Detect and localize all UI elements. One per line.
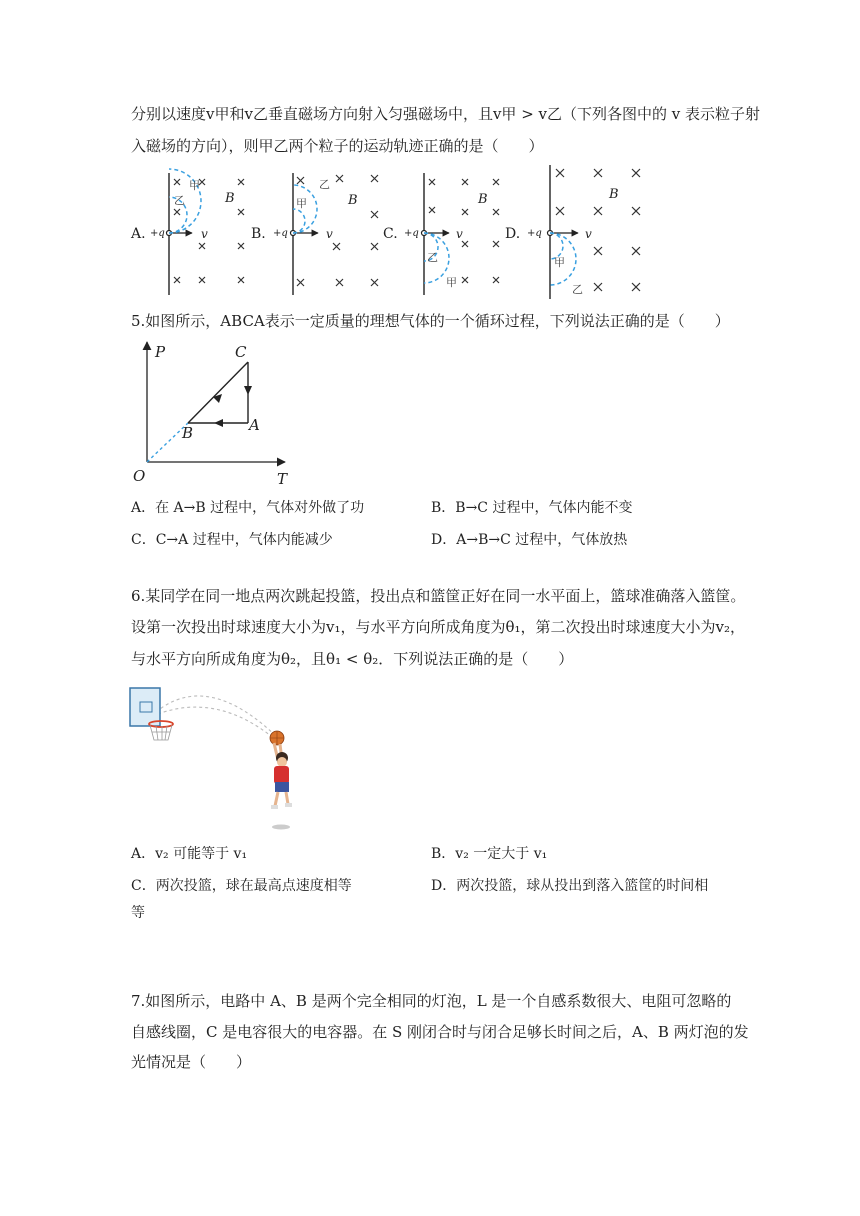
q4-c-lower: 甲 — [446, 276, 457, 289]
q4-c-charge: +q — [404, 228, 419, 239]
trajectory-low — [158, 707, 276, 740]
q5-option-c: C．C→A 过程中，气体内能减少 — [131, 532, 333, 548]
q4-b-lower: 甲 — [296, 197, 307, 210]
q4-option-a-label: A. — [131, 226, 146, 242]
q5-option-b: B．B→C 过程中，气体内能不变 — [431, 500, 633, 516]
q6-option-c: C．两次投篮，球在最高点速度相等 — [131, 878, 352, 894]
q6-stem-line-2: 设第一次投出时球速度大小为v₁，与水平方向所成角度为θ₁，第二次投出时球速度大小为v₂， — [131, 618, 746, 636]
q4-d-field: B — [609, 187, 619, 202]
trajectory-high — [156, 696, 278, 738]
q4-a-v: v — [201, 227, 208, 241]
q4-a-lower: 乙 — [174, 194, 185, 207]
q4-options-figure — [0, 165, 860, 305]
field-boundaries — [169, 165, 550, 299]
q7-stem-line-1: 7.如图所示，电路中 A、B 是两个完全相同的灯泡，L 是一个自感系数很大、电阻可忽略的 — [131, 992, 732, 1010]
q4-a-charge: +q — [150, 228, 165, 239]
q4-c-v: v — [456, 227, 463, 241]
q4-b-charge: +q — [273, 228, 288, 239]
q4-a-upper: 甲 — [189, 179, 200, 192]
charge-points — [167, 231, 553, 236]
q4-b-field: B — [348, 193, 358, 208]
q6-option-a: A．v₂ 可能等于 v₁ — [131, 846, 248, 862]
q5-pt-graph — [125, 338, 295, 488]
q4-stem-line-2: 入磁场的方向），则甲乙两个粒子的运动轨迹正确的是（ ） — [131, 137, 544, 155]
q4-d-v: v — [585, 227, 592, 241]
q7-stem-line-2: 自感线圈，C 是电容很大的电容器。在 S 刚闭合时与闭合足够长时间之后，A、B 两灯泡的发 — [131, 1023, 749, 1041]
q4-d-upper: 甲 — [554, 256, 565, 269]
q5-option-a: A．在 A→B 过程中，气体对外做了功 — [131, 500, 365, 516]
q4-d-charge: +q — [527, 228, 542, 239]
arrow-ca — [244, 386, 252, 395]
q4-a-field: B — [225, 191, 235, 206]
a-label: A — [249, 416, 260, 434]
q4-b-v: v — [326, 227, 333, 241]
q4-option-b-label: B. — [251, 226, 266, 242]
arrow-ab — [214, 419, 223, 427]
q5-stem: 5.如图所示，ABCA表示一定质量的理想气体的一个循环过程，下列说法正确的是（ ） — [131, 312, 730, 330]
q4-b-upper: 乙 — [319, 178, 330, 191]
backboard — [130, 688, 160, 726]
q7-stem-line-3: 光情况是（ ） — [131, 1053, 252, 1071]
cycle-path — [188, 362, 248, 423]
q4-stem-line-1: 分别以速度v甲和v乙垂直磁场方向射入匀强磁场中，且v甲 > v乙（下列各图中的 v 表示粒子射 — [131, 105, 761, 123]
q4-option-d-label: D. — [505, 226, 521, 242]
q6-option-b: B．v₂ 一定大于 v₁ — [431, 846, 548, 862]
origin-label: O — [133, 467, 146, 485]
q4-c-upper: 乙 — [427, 251, 438, 264]
q6-option-d: D．两次投篮，球从投出到落入篮筐的时间相 — [431, 878, 709, 894]
basketball-illustration — [128, 680, 298, 830]
q6-stem-line-1: 6.某同学在同一地点两次跳起投篮，投出点和篮筐正好在同一水平面上，篮球准确落入篮筐。 — [131, 587, 746, 605]
q4-d-lower: 乙 — [572, 283, 583, 296]
c-label: C — [235, 343, 247, 361]
q4-c-field: B — [478, 192, 488, 207]
player — [271, 743, 292, 809]
q6-stem-line-3: 与水平方向所成角度为θ₂，且θ₁ < θ₂．下列说法正确的是（ ） — [131, 650, 574, 668]
q5-option-d: D．A→B→C 过程中，气体放热 — [431, 532, 628, 548]
t-label: T — [277, 470, 288, 488]
q4-option-c-label: C. — [383, 226, 398, 242]
p-label: P — [155, 343, 166, 361]
q6-option-d-wrap: 等 — [131, 905, 145, 921]
b-label: B — [182, 424, 194, 442]
shadow — [272, 825, 290, 830]
